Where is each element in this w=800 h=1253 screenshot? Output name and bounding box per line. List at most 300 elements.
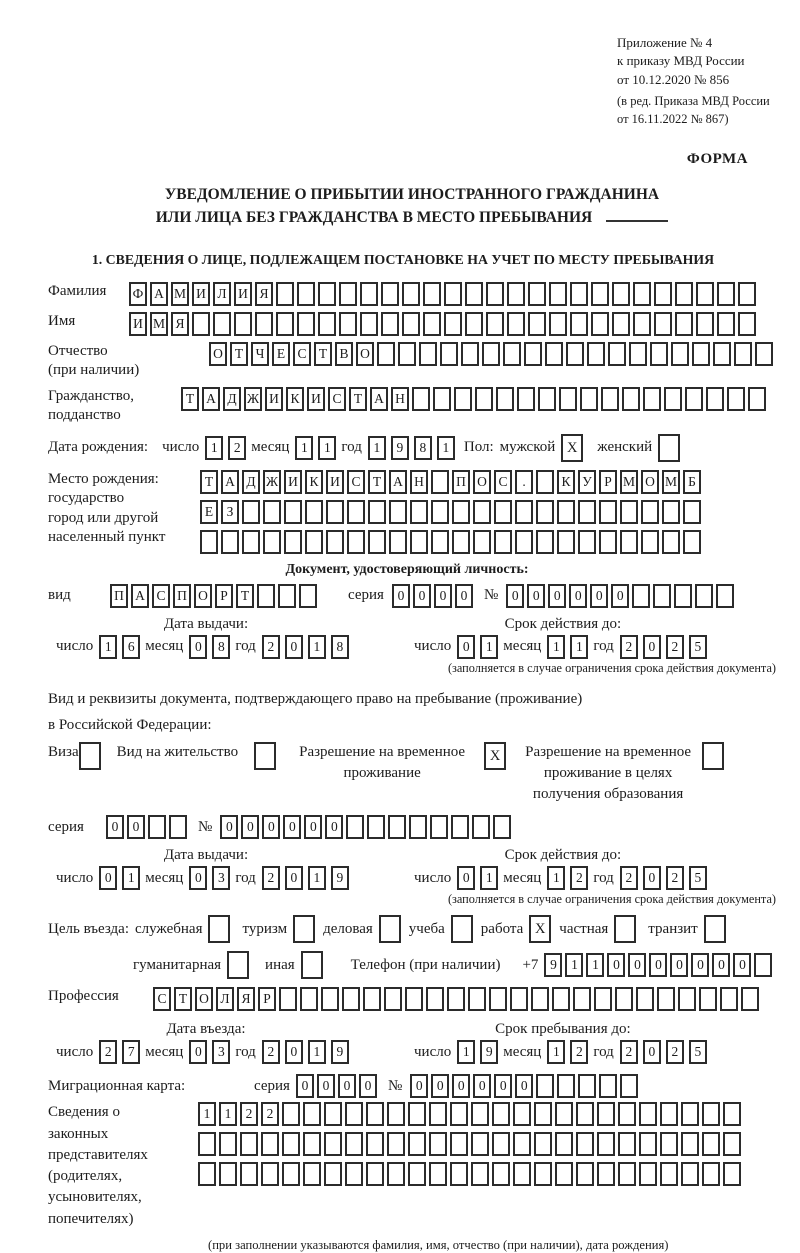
char-cell[interactable]: 9	[544, 953, 562, 977]
char-cell[interactable]: Я	[255, 282, 273, 306]
char-cell[interactable]	[639, 1162, 657, 1186]
char-cell[interactable]	[473, 530, 491, 554]
char-cell[interactable]: 0	[670, 953, 688, 977]
char-cell[interactable]	[363, 987, 381, 1011]
char-cell[interactable]	[342, 987, 360, 1011]
char-cell[interactable]	[578, 1074, 596, 1098]
char-cell[interactable]	[303, 1132, 321, 1156]
char-cell[interactable]: И	[129, 312, 147, 336]
char-cell[interactable]	[536, 470, 554, 494]
char-cell[interactable]	[473, 500, 491, 524]
char-cell[interactable]: 2	[99, 1040, 117, 1064]
char-cell[interactable]: 0	[285, 866, 303, 890]
char-cell[interactable]: М	[171, 282, 189, 306]
char-cell[interactable]	[576, 1162, 594, 1186]
char-cell[interactable]: 0	[241, 815, 259, 839]
char-cell[interactable]: 0	[691, 953, 709, 977]
char-cell[interactable]	[555, 1102, 573, 1126]
char-cell[interactable]: С	[293, 342, 311, 366]
char-cell[interactable]: 0	[359, 1074, 377, 1098]
char-cell[interactable]	[433, 387, 451, 411]
char-cell[interactable]: З	[221, 500, 239, 524]
char-cell[interactable]: 0	[325, 815, 343, 839]
char-cell[interactable]	[321, 987, 339, 1011]
char-cell[interactable]: 2	[620, 635, 638, 659]
char-cell[interactable]: 8	[331, 635, 349, 659]
char-cell[interactable]	[278, 584, 296, 608]
char-cell[interactable]	[494, 500, 512, 524]
char-cell[interactable]: 2	[262, 866, 280, 890]
char-cell[interactable]	[450, 1132, 468, 1156]
char-cell[interactable]	[660, 1132, 678, 1156]
char-cell[interactable]: О	[473, 470, 491, 494]
purpose-private-checkbox[interactable]	[614, 915, 636, 943]
char-cell[interactable]	[198, 1162, 216, 1186]
char-cell[interactable]: 0	[410, 1074, 428, 1098]
char-cell[interactable]	[754, 953, 772, 977]
char-cell[interactable]	[339, 282, 357, 306]
char-cell[interactable]	[384, 987, 402, 1011]
char-cell[interactable]	[345, 1162, 363, 1186]
char-cell[interactable]: 8	[212, 635, 230, 659]
char-cell[interactable]	[408, 1132, 426, 1156]
char-cell[interactable]: 0	[189, 1040, 207, 1064]
char-cell[interactable]: 0	[220, 815, 238, 839]
char-cell[interactable]	[465, 312, 483, 336]
char-cell[interactable]	[389, 500, 407, 524]
char-cell[interactable]	[713, 342, 731, 366]
char-cell[interactable]	[618, 1162, 636, 1186]
char-cell[interactable]	[681, 1162, 699, 1186]
char-cell[interactable]	[555, 1132, 573, 1156]
char-cell[interactable]: 1	[219, 1102, 237, 1126]
char-cell[interactable]: А	[389, 470, 407, 494]
char-cell[interactable]: Е	[272, 342, 290, 366]
char-cell[interactable]	[242, 530, 260, 554]
char-cell[interactable]	[641, 500, 659, 524]
char-cell[interactable]: Д	[223, 387, 241, 411]
char-cell[interactable]	[587, 342, 605, 366]
char-cell[interactable]: М	[662, 470, 680, 494]
char-cell[interactable]	[599, 500, 617, 524]
char-cell[interactable]	[524, 342, 542, 366]
char-cell[interactable]	[284, 500, 302, 524]
char-cell[interactable]	[517, 387, 535, 411]
char-cell[interactable]: 0	[569, 584, 587, 608]
char-cell[interactable]	[576, 1102, 594, 1126]
char-cell[interactable]	[654, 312, 672, 336]
char-cell[interactable]: 0	[506, 584, 524, 608]
purpose-business-checkbox[interactable]	[379, 915, 401, 943]
char-cell[interactable]	[263, 500, 281, 524]
char-cell[interactable]	[318, 282, 336, 306]
char-cell[interactable]: Ж	[263, 470, 281, 494]
char-cell[interactable]	[549, 282, 567, 306]
char-cell[interactable]	[263, 530, 281, 554]
char-cell[interactable]: С	[347, 470, 365, 494]
char-cell[interactable]: 0	[643, 635, 661, 659]
char-cell[interactable]	[303, 1102, 321, 1126]
char-cell[interactable]	[367, 815, 385, 839]
char-cell[interactable]: 1	[308, 866, 326, 890]
char-cell[interactable]	[734, 342, 752, 366]
purpose-tourism-checkbox[interactable]	[293, 915, 315, 943]
char-cell[interactable]: Т	[230, 342, 248, 366]
char-cell[interactable]	[431, 500, 449, 524]
char-cell[interactable]	[452, 530, 470, 554]
char-cell[interactable]: 1	[295, 436, 313, 460]
char-cell[interactable]: 1	[198, 1102, 216, 1126]
char-cell[interactable]: 0	[338, 1074, 356, 1098]
char-cell[interactable]	[200, 530, 218, 554]
char-cell[interactable]	[454, 387, 472, 411]
char-cell[interactable]: Т	[349, 387, 367, 411]
char-cell[interactable]	[452, 500, 470, 524]
char-cell[interactable]	[657, 987, 675, 1011]
char-cell[interactable]	[430, 815, 448, 839]
char-cell[interactable]: Т	[314, 342, 332, 366]
char-cell[interactable]	[347, 530, 365, 554]
char-cell[interactable]: 9	[391, 436, 409, 460]
char-cell[interactable]	[738, 312, 756, 336]
char-cell[interactable]	[685, 387, 703, 411]
char-cell[interactable]	[653, 584, 671, 608]
char-cell[interactable]	[242, 500, 260, 524]
char-cell[interactable]	[282, 1102, 300, 1126]
char-cell[interactable]: А	[202, 387, 220, 411]
char-cell[interactable]	[300, 987, 318, 1011]
char-cell[interactable]: 0	[304, 815, 322, 839]
char-cell[interactable]	[534, 1132, 552, 1156]
char-cell[interactable]	[601, 387, 619, 411]
char-cell[interactable]	[633, 282, 651, 306]
char-cell[interactable]: Т	[200, 470, 218, 494]
char-cell[interactable]	[650, 342, 668, 366]
char-cell[interactable]: И	[326, 470, 344, 494]
char-cell[interactable]	[475, 387, 493, 411]
char-cell[interactable]	[528, 282, 546, 306]
char-cell[interactable]	[503, 342, 521, 366]
char-cell[interactable]	[440, 342, 458, 366]
char-cell[interactable]: С	[494, 470, 512, 494]
char-cell[interactable]	[629, 342, 647, 366]
char-cell[interactable]	[723, 1162, 741, 1186]
char-cell[interactable]: 2	[570, 866, 588, 890]
char-cell[interactable]	[408, 1162, 426, 1186]
char-cell[interactable]	[717, 312, 735, 336]
char-cell[interactable]	[662, 530, 680, 554]
char-cell[interactable]: И	[192, 282, 210, 306]
char-cell[interactable]	[692, 342, 710, 366]
char-cell[interactable]	[671, 342, 689, 366]
char-cell[interactable]	[387, 1132, 405, 1156]
char-cell[interactable]: Р	[258, 987, 276, 1011]
char-cell[interactable]	[510, 987, 528, 1011]
purpose-other-checkbox[interactable]	[301, 951, 323, 979]
char-cell[interactable]: 1	[308, 635, 326, 659]
char-cell[interactable]	[741, 987, 759, 1011]
char-cell[interactable]: 1	[318, 436, 336, 460]
char-cell[interactable]	[641, 530, 659, 554]
char-cell[interactable]	[326, 530, 344, 554]
char-cell[interactable]	[696, 282, 714, 306]
char-cell[interactable]	[408, 1102, 426, 1126]
char-cell[interactable]: 0	[283, 815, 301, 839]
char-cell[interactable]	[412, 387, 430, 411]
char-cell[interactable]: Р	[215, 584, 233, 608]
char-cell[interactable]	[755, 342, 773, 366]
char-cell[interactable]: 2	[262, 635, 280, 659]
char-cell[interactable]: 1	[122, 866, 140, 890]
char-cell[interactable]: О	[641, 470, 659, 494]
char-cell[interactable]	[276, 312, 294, 336]
char-cell[interactable]	[622, 387, 640, 411]
char-cell[interactable]	[580, 387, 598, 411]
char-cell[interactable]: 0	[548, 584, 566, 608]
char-cell[interactable]: К	[557, 470, 575, 494]
char-cell[interactable]	[493, 815, 511, 839]
char-cell[interactable]: 0	[434, 584, 452, 608]
char-cell[interactable]	[402, 312, 420, 336]
sex-male-checkbox[interactable]: X	[561, 434, 583, 462]
char-cell[interactable]: .	[515, 470, 533, 494]
char-cell[interactable]	[366, 1102, 384, 1126]
char-cell[interactable]: П	[452, 470, 470, 494]
char-cell[interactable]	[507, 282, 525, 306]
char-cell[interactable]	[447, 987, 465, 1011]
char-cell[interactable]	[472, 815, 490, 839]
char-cell[interactable]: Б	[683, 470, 701, 494]
char-cell[interactable]: 5	[689, 635, 707, 659]
char-cell[interactable]: 1	[368, 436, 386, 460]
char-cell[interactable]	[471, 1132, 489, 1156]
char-cell[interactable]	[662, 500, 680, 524]
char-cell[interactable]	[405, 987, 423, 1011]
char-cell[interactable]	[748, 387, 766, 411]
char-cell[interactable]	[426, 987, 444, 1011]
char-cell[interactable]	[552, 987, 570, 1011]
char-cell[interactable]	[257, 584, 275, 608]
char-cell[interactable]: 3	[212, 866, 230, 890]
char-cell[interactable]	[368, 530, 386, 554]
char-cell[interactable]	[305, 500, 323, 524]
char-cell[interactable]: 0	[712, 953, 730, 977]
char-cell[interactable]: С	[328, 387, 346, 411]
char-cell[interactable]: 7	[122, 1040, 140, 1064]
char-cell[interactable]	[538, 387, 556, 411]
char-cell[interactable]: 0	[590, 584, 608, 608]
char-cell[interactable]: 2	[262, 1040, 280, 1064]
char-cell[interactable]	[465, 282, 483, 306]
char-cell[interactable]: 2	[666, 866, 684, 890]
char-cell[interactable]: 0	[527, 584, 545, 608]
char-cell[interactable]	[723, 1132, 741, 1156]
char-cell[interactable]	[366, 1132, 384, 1156]
char-cell[interactable]: М	[620, 470, 638, 494]
char-cell[interactable]	[706, 387, 724, 411]
char-cell[interactable]	[431, 530, 449, 554]
char-cell[interactable]	[591, 282, 609, 306]
char-cell[interactable]: Н	[391, 387, 409, 411]
char-cell[interactable]	[492, 1162, 510, 1186]
char-cell[interactable]	[261, 1162, 279, 1186]
residence-permit-checkbox[interactable]	[254, 742, 276, 770]
char-cell[interactable]	[727, 387, 745, 411]
char-cell[interactable]: 2	[240, 1102, 258, 1126]
char-cell[interactable]: С	[152, 584, 170, 608]
char-cell[interactable]	[496, 387, 514, 411]
char-cell[interactable]	[192, 312, 210, 336]
char-cell[interactable]: О	[195, 987, 213, 1011]
char-cell[interactable]	[699, 987, 717, 1011]
char-cell[interactable]	[444, 312, 462, 336]
char-cell[interactable]	[339, 312, 357, 336]
char-cell[interactable]	[303, 1162, 321, 1186]
char-cell[interactable]	[409, 815, 427, 839]
char-cell[interactable]	[599, 1074, 617, 1098]
char-cell[interactable]: 1	[480, 635, 498, 659]
char-cell[interactable]: 0	[733, 953, 751, 977]
char-cell[interactable]: У	[578, 470, 596, 494]
char-cell[interactable]	[557, 1074, 575, 1098]
char-cell[interactable]	[429, 1132, 447, 1156]
char-cell[interactable]	[620, 530, 638, 554]
char-cell[interactable]	[557, 500, 575, 524]
char-cell[interactable]	[494, 530, 512, 554]
char-cell[interactable]	[633, 312, 651, 336]
char-cell[interactable]: 0	[127, 815, 145, 839]
char-cell[interactable]	[345, 1132, 363, 1156]
char-cell[interactable]	[450, 1102, 468, 1126]
char-cell[interactable]	[597, 1162, 615, 1186]
char-cell[interactable]	[444, 282, 462, 306]
visa-checkbox[interactable]	[79, 742, 101, 770]
char-cell[interactable]	[507, 312, 525, 336]
char-cell[interactable]: 2	[666, 635, 684, 659]
char-cell[interactable]: 1	[480, 866, 498, 890]
char-cell[interactable]	[221, 530, 239, 554]
char-cell[interactable]	[148, 815, 166, 839]
char-cell[interactable]: К	[305, 470, 323, 494]
char-cell[interactable]	[213, 312, 231, 336]
char-cell[interactable]: Я	[171, 312, 189, 336]
char-cell[interactable]: Т	[181, 387, 199, 411]
char-cell[interactable]: М	[150, 312, 168, 336]
char-cell[interactable]: 3	[212, 1040, 230, 1064]
char-cell[interactable]	[570, 312, 588, 336]
char-cell[interactable]: 1	[437, 436, 455, 460]
char-cell[interactable]	[402, 282, 420, 306]
char-cell[interactable]	[536, 1074, 554, 1098]
char-cell[interactable]: 5	[689, 1040, 707, 1064]
char-cell[interactable]: В	[335, 342, 353, 366]
char-cell[interactable]: 0	[413, 584, 431, 608]
char-cell[interactable]	[515, 530, 533, 554]
char-cell[interactable]: 0	[317, 1074, 335, 1098]
char-cell[interactable]: 1	[308, 1040, 326, 1064]
char-cell[interactable]: 0	[452, 1074, 470, 1098]
char-cell[interactable]	[297, 312, 315, 336]
char-cell[interactable]: 1	[205, 436, 223, 460]
char-cell[interactable]	[570, 282, 588, 306]
char-cell[interactable]	[612, 282, 630, 306]
char-cell[interactable]	[471, 1102, 489, 1126]
char-cell[interactable]	[297, 282, 315, 306]
char-cell[interactable]: 0	[515, 1074, 533, 1098]
char-cell[interactable]	[557, 530, 575, 554]
char-cell[interactable]	[597, 1132, 615, 1156]
char-cell[interactable]	[368, 500, 386, 524]
char-cell[interactable]	[423, 312, 441, 336]
char-cell[interactable]: 0	[643, 1040, 661, 1064]
char-cell[interactable]: 0	[262, 815, 280, 839]
char-cell[interactable]	[660, 1162, 678, 1186]
char-cell[interactable]: К	[286, 387, 304, 411]
char-cell[interactable]	[576, 1132, 594, 1156]
char-cell[interactable]: 6	[122, 635, 140, 659]
char-cell[interactable]	[486, 282, 504, 306]
char-cell[interactable]	[282, 1132, 300, 1156]
char-cell[interactable]: 0	[494, 1074, 512, 1098]
char-cell[interactable]	[360, 282, 378, 306]
char-cell[interactable]	[566, 342, 584, 366]
char-cell[interactable]: О	[194, 584, 212, 608]
char-cell[interactable]	[738, 282, 756, 306]
char-cell[interactable]: 9	[331, 866, 349, 890]
char-cell[interactable]: 0	[611, 584, 629, 608]
purpose-humanitarian-checkbox[interactable]	[227, 951, 249, 979]
char-cell[interactable]	[578, 530, 596, 554]
char-cell[interactable]: Ч	[251, 342, 269, 366]
char-cell[interactable]	[674, 584, 692, 608]
char-cell[interactable]	[219, 1162, 237, 1186]
char-cell[interactable]: 5	[689, 866, 707, 890]
char-cell[interactable]	[423, 282, 441, 306]
char-cell[interactable]: 1	[565, 953, 583, 977]
char-cell[interactable]	[492, 1132, 510, 1156]
char-cell[interactable]	[489, 987, 507, 1011]
char-cell[interactable]	[492, 1102, 510, 1126]
char-cell[interactable]: 0	[607, 953, 625, 977]
char-cell[interactable]	[326, 500, 344, 524]
char-cell[interactable]	[578, 500, 596, 524]
char-cell[interactable]: Ж	[244, 387, 262, 411]
char-cell[interactable]: И	[307, 387, 325, 411]
char-cell[interactable]	[639, 1132, 657, 1156]
char-cell[interactable]	[387, 1162, 405, 1186]
char-cell[interactable]: 0	[643, 866, 661, 890]
char-cell[interactable]	[410, 500, 428, 524]
char-cell[interactable]: 1	[570, 635, 588, 659]
char-cell[interactable]: И	[265, 387, 283, 411]
char-cell[interactable]	[559, 387, 577, 411]
char-cell[interactable]	[549, 312, 567, 336]
char-cell[interactable]	[515, 500, 533, 524]
char-cell[interactable]: 9	[480, 1040, 498, 1064]
char-cell[interactable]	[279, 987, 297, 1011]
char-cell[interactable]	[513, 1162, 531, 1186]
char-cell[interactable]	[198, 1132, 216, 1156]
char-cell[interactable]	[681, 1102, 699, 1126]
char-cell[interactable]	[486, 312, 504, 336]
char-cell[interactable]	[620, 1074, 638, 1098]
char-cell[interactable]: 0	[457, 866, 475, 890]
char-cell[interactable]	[612, 312, 630, 336]
char-cell[interactable]: И	[234, 282, 252, 306]
char-cell[interactable]	[618, 1132, 636, 1156]
char-cell[interactable]: О	[209, 342, 227, 366]
char-cell[interactable]: 0	[628, 953, 646, 977]
